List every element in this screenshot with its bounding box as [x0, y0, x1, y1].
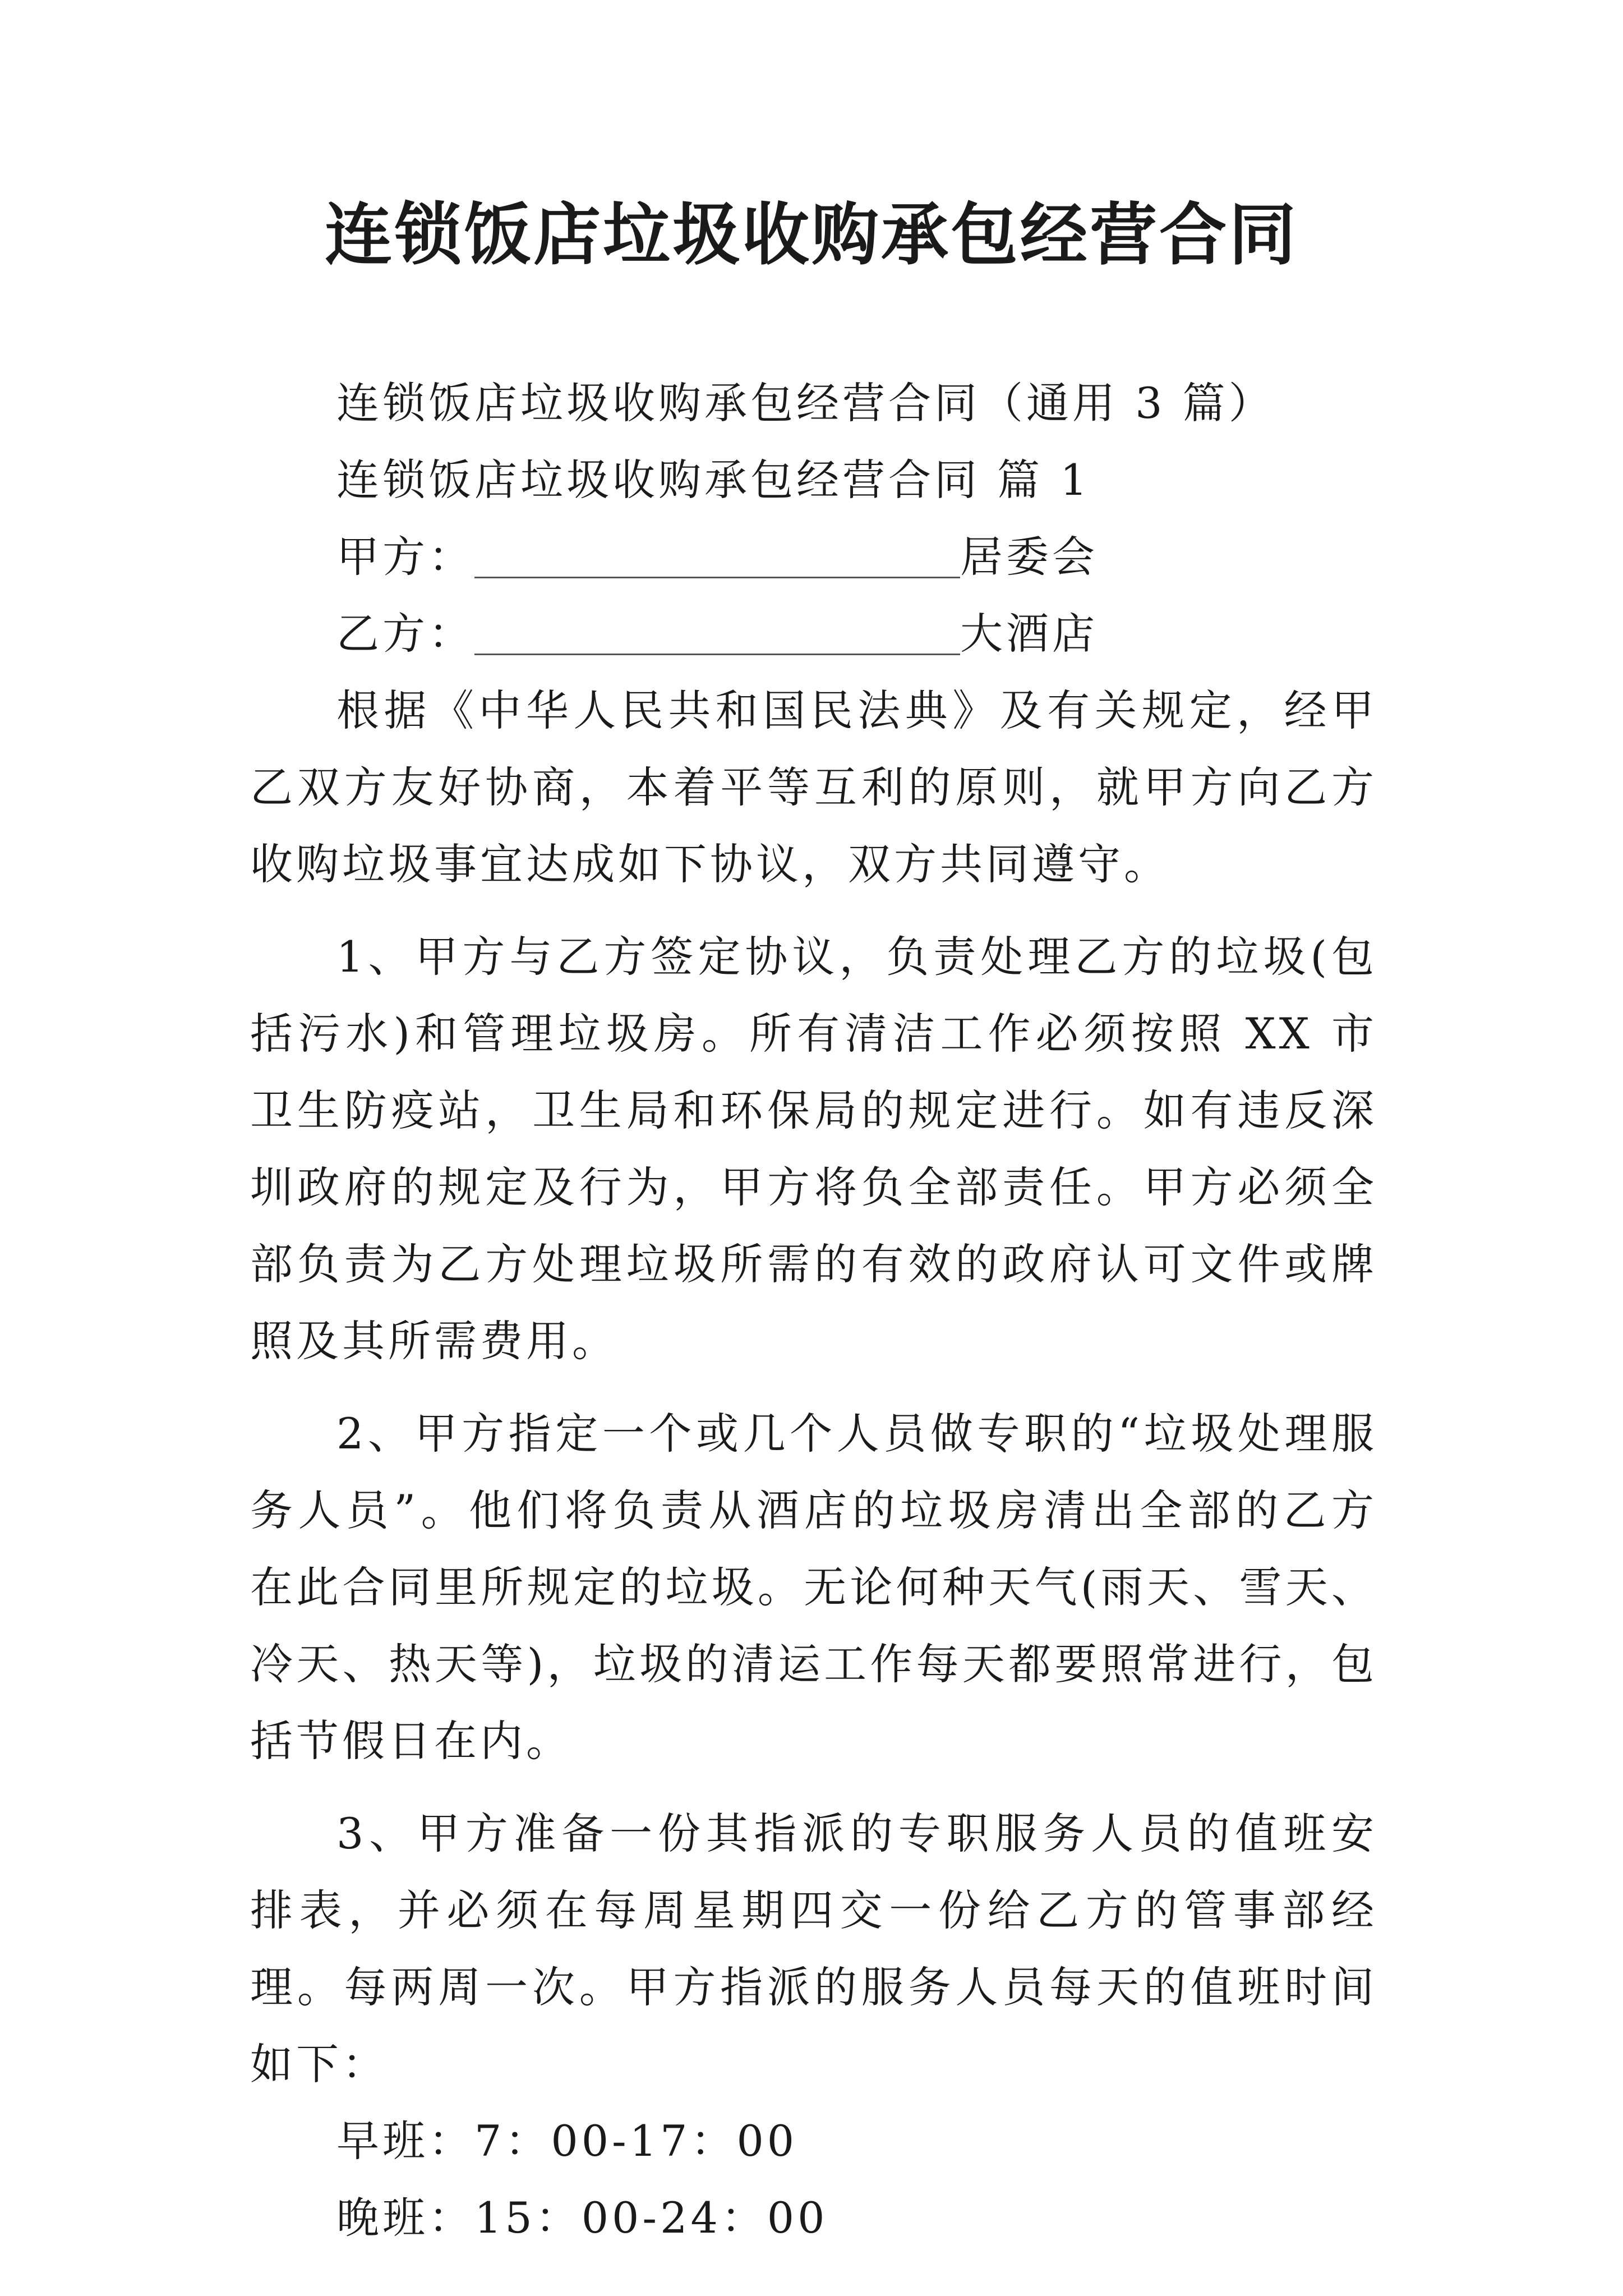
clause-2: 2、甲方指定一个或几个人员做专职的“垃圾处理服务人员”。他们将负责从酒店的垃圾房清出全部的乙方在此合同里所规定的垃圾。无论何种天气(雨天、雪天、冷天、热天等)，垃圾的清运工作每天都要照常进行，包括节假日在内。	[250, 1409, 1377, 1766]
party-b-label: 乙方：	[336, 609, 474, 659]
shift-evening: 晚班：15：00-24：00	[336, 2193, 828, 2243]
party-b-blank	[474, 603, 960, 655]
document-title: 连锁饭店垃圾收购承包经营合同	[325, 196, 1298, 274]
party-a-blank	[474, 526, 960, 578]
document-subtitle: 连锁饭店垃圾收购承包经营合同（通用 3 篇）	[336, 378, 1275, 428]
clause-3: 3、甲方准备一份其指派的专职服务人员的值班安排表，并必须在每周星期四交一份给乙方的管事部经理。每两周一次。甲方指派的服务人员每天的值班时间如下：	[250, 1809, 1377, 2089]
party-b-line	[250, 595, 1377, 672]
section-heading: 连锁饭店垃圾收购承包经营合同 篇 1	[336, 455, 1091, 505]
party-a-value: 居委会	[960, 532, 1098, 582]
party-b-value: 大酒店	[960, 609, 1098, 659]
party-a-line	[250, 518, 1377, 595]
intro-paragraph: 根据《中华人民共和国民法典》及有关规定，经甲乙双方友好协商，本着平等互利的原则，就甲方向乙方收购垃圾事宜达成如下协议，双方共同遵守。	[250, 685, 1377, 889]
shift-morning: 早班：7：00-17：00	[336, 2116, 798, 2166]
document-body	[250, 365, 1377, 2256]
party-a-label: 甲方：	[336, 532, 474, 582]
clause-1: 1、甲方与乙方签定协议，负责处理乙方的垃圾(包括污水)和管理垃圾房。所有清洁工作必须按照 XX 市卫生防疫站，卫生局和环保局的规定进行。如有违反深圳政府的规定及行为，甲方将负全部责任。甲方必须全部负责为乙方处理垃圾所需的有效的政府认可文件或牌照及其所需费用。	[250, 932, 1377, 1366]
